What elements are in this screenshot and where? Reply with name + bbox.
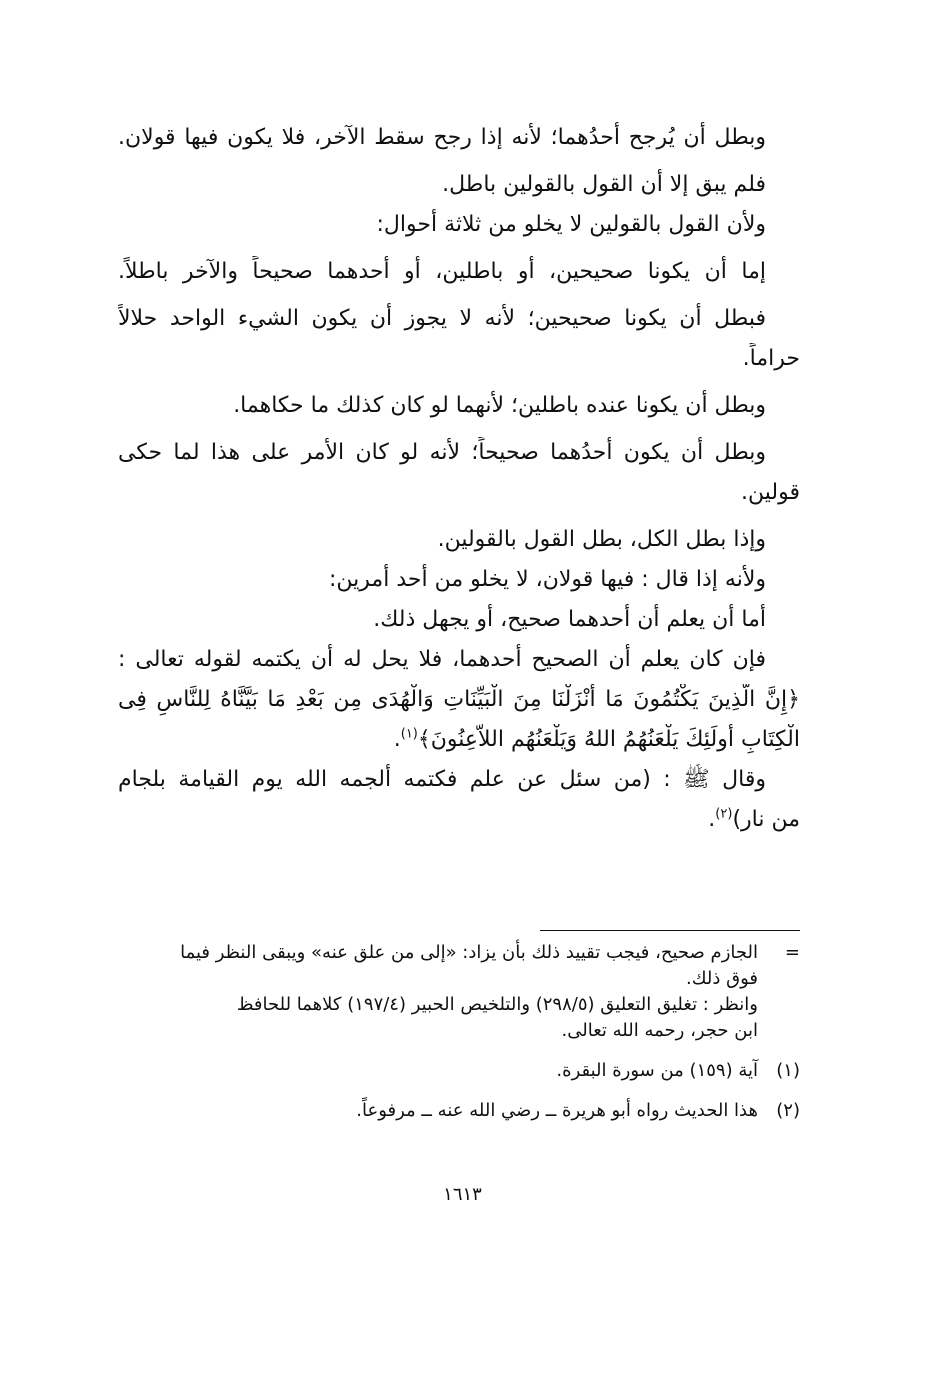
quran-verse-line xyxy=(118,724,800,756)
text-line: ولأن القول بالقولين لا يخلو من ثلاثة أحوال: xyxy=(376,212,766,237)
quran-verse-line: ﴿إِنَّ الَّذِينَ يَكْتُمُونَ مَا أَنْزَلْنَا مِنَ الْبَيِّنَاتِ وَالْهُدَى مِن بَعْدِ مَا بَيَّنَّاهُ لِلنَّاسِ فِى xyxy=(118,687,800,712)
footnote-line: الجازم صحيح، فيجب تقييد ذلك بأن يزاد: «إلى من علق عنه» ويبقى النظر فيما xyxy=(180,942,758,963)
continuation-marker: = xyxy=(784,942,800,963)
text-line: قولين. xyxy=(741,480,800,505)
hadith-line: وقال ﷺ : (من سئل عن علم فكتمه ألجمه الله يوم القيامة بلجام xyxy=(118,767,766,792)
hadith-end: . xyxy=(708,807,716,832)
verse-text: الْكِتَابِ أُولَئِكَ يَلْعَنُهُمُ اللهُ وَيَلْعَنُهُم اللاَّعِنُونَ﴾ xyxy=(417,727,800,752)
footnote-line: فوق ذلك. xyxy=(686,968,758,989)
text-line: حراماً. xyxy=(742,346,800,371)
text-line: أما أن يعلم أن أحدهما صحيح، أو يجهل ذلك. xyxy=(373,607,766,632)
footnotes xyxy=(118,940,800,1138)
footnote-separator xyxy=(540,930,800,931)
text-line: فلم يبق إلا أن القول بالقولين باطل. xyxy=(442,172,766,197)
text-line: وبطل أن يكون أحدُهما صحيحاً؛ لأنه لو كان الأمر على هذا لما حكى xyxy=(118,440,766,465)
text-line: وإذا بطل الكل، بطل القول بالقولين. xyxy=(437,527,766,552)
hadith-text: من نار) xyxy=(732,807,800,832)
footnote-2 xyxy=(118,1098,800,1124)
text-line: إما أن يكونا صحيحين، أو باطلين، أو أحدهما صحيحاً والآخر باطلاً. xyxy=(118,259,766,284)
footnote-line: وانظر : تغليق التعليق (٢٩٨/٥) والتلخيص الحبير (١٩٧/٤) كلاهما للحافظ xyxy=(236,994,758,1015)
verse-end: . xyxy=(393,727,401,752)
hadith-line xyxy=(118,804,800,836)
footnote-line: ابن حجر، رحمه الله تعالى. xyxy=(561,1020,758,1041)
text-line: وبطل أن يكونا عنده باطلين؛ لأنهما لو كان كذلك ما حكاهما. xyxy=(233,393,766,418)
main-text xyxy=(118,122,800,851)
text-line: فإن كان يعلم أن الصحيح أحدهما، فلا يحل له أن يكتمه لقوله تعالى : xyxy=(118,647,766,672)
footnote-line: هذا الحديث رواه أبو هريرة ــ رضي الله عنه ــ مرفوعاً. xyxy=(356,1100,758,1121)
footnote-ref-2: (٢) xyxy=(715,806,733,822)
text-line: وبطل أن يُرجح أحدُهما؛ لأنه إذا رجح سقط الآخر، فلا يكون فيها قولان. xyxy=(118,125,766,150)
footnote-ref-1: (١) xyxy=(400,726,418,742)
footnote-1 xyxy=(118,1058,800,1084)
footnote-continued xyxy=(118,940,800,1044)
page-number-text: ١٦١٣ xyxy=(443,1184,482,1205)
page-number xyxy=(0,1183,937,1207)
footnote-marker: (١) xyxy=(776,1060,800,1081)
text-line: ولأنه إذا قال : فيها قولان، لا يخلو من أحد أمرين: xyxy=(329,567,766,592)
footnote-line: آية (١٥٩) من سورة البقرة. xyxy=(556,1060,758,1081)
footnote-marker: (٢) xyxy=(776,1100,800,1121)
text-line: فبطل أن يكونا صحيحين؛ لأنه لا يجوز أن يكون الشيء الواحد حلالاً xyxy=(118,306,766,331)
